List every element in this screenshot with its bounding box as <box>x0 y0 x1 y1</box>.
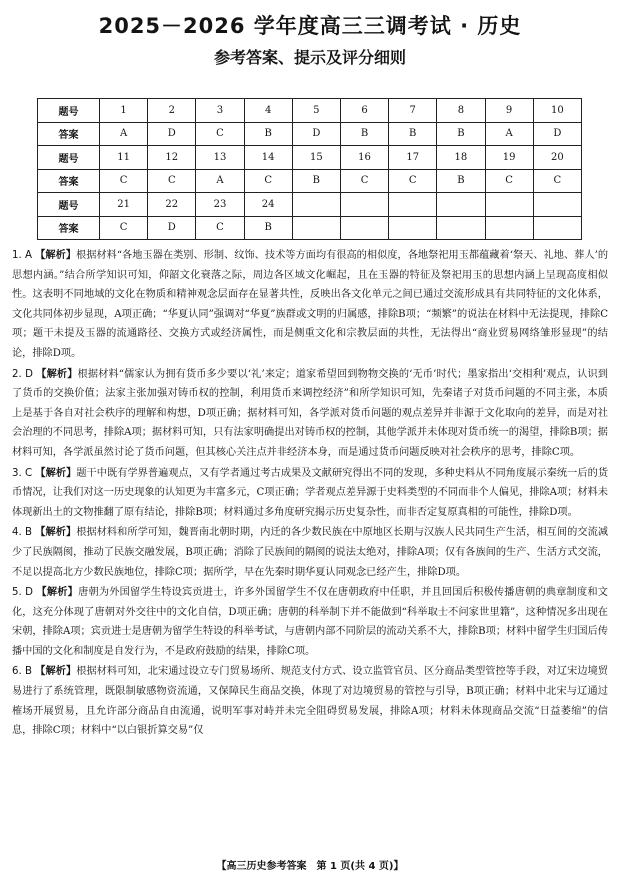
answer-cell: A <box>196 169 244 193</box>
question-number-cell: 3 <box>196 99 244 123</box>
explanation-text: 根据材料“儒家认为拥有货币多少要以‘礼’来定；道家希望回到物物交换的‘无币’时代；墨家指出‘交相利’观点，认识到了货币的交换价值；法家主张加强对铸币权的控制，利用货币来调控经济”和所学知识可知，先秦诸子对货币问题的不同主张，本质上是基于各自对社会秩序的理解和构想，D项正确；据材料可知，各学派对货币问题的观点差异并非源于文化取向的差异，而是对社会治理的不同思考，排除A项；据材料可知，只有法家明确提出对铸币权的控制，其他学派并未体现对货币统一的渴望，排除B项；据材料可知，各学派虽然讨论了货币问题，但其核心关注点并非经济本身，而是通过货币问题反映对社会秩序的思考，排除C项。 <box>12 368 608 458</box>
explanation-item <box>12 523 608 582</box>
question-answer-label: 3. C <box>12 467 33 479</box>
page-title: 2025－2026 学年度高三三调考试 · 历史 <box>98 14 522 38</box>
question-number-cell: 24 <box>244 193 292 217</box>
explanation-item <box>12 246 608 364</box>
question-number-cell: 7 <box>389 99 437 123</box>
answer-cell: B <box>437 122 485 146</box>
question-answer-label: 6. B <box>12 666 32 678</box>
question-number-cell: 6 <box>340 99 388 123</box>
answer-cell <box>437 216 485 240</box>
explanation-item <box>12 662 608 740</box>
answer-cell: C <box>244 169 292 193</box>
question-number-cell: 21 <box>100 193 148 217</box>
answer-cell: D <box>292 122 340 146</box>
explanation-text: 题干中既有学界普遍观点，又有学者通过考古成果及文献研究得出不同的发现，多种史料从不同角度展示秦统一后的货币情况，让我们对这一历史现象的认知更为丰富多元，C项正确；学者观点差异源于史料类型的不同而非个人偏见，排除A项；材料未体现新出土的文物推翻了原有结论，排除B项；材料通过多角度研究揭示历史复杂性，而非否定复原真相的可能性，排除D项。 <box>12 467 609 518</box>
answer-table-row <box>38 122 582 146</box>
question-number-cell: 5 <box>292 99 340 123</box>
explanation-text: 根据材料“各地玉器在类别、形制、纹饰、技术等方面均有很高的相似度，各地祭祀用玉都蕴藏着‘祭天、礼地、葬人’的思想内涵。”结合所学知识可知，仰韶文化衰落之际，周边各区域文化崛起，且在玉器的特征及祭祀用玉的思想内涵上呈现高度相似性。这表明不同地域的文化在物质和精神观念层面存在显著共性，反映出各文化单元之间已通过交流形成具有共同特征的文化体系，文化共同体初步显现，A项正确；“华夏认同”强调对“华夏”族群或文明的归属感，排除B项；“频繁”的说法在材料中无法提现，排除C项；题干未提及玉器的流通路径、交换方式或经济属性，而是侧重文化和宗教层面的共性，无法得出“商业贸易网络雏形显现”的结论，排除D项。 <box>12 250 609 359</box>
answer-cell <box>389 216 437 240</box>
question-number-cell <box>485 193 533 217</box>
analysis-tag: 【解析】 <box>35 250 77 261</box>
answer-cell: C <box>196 216 244 240</box>
analysis-tag: 【解析】 <box>35 527 77 539</box>
answer-cell: B <box>244 122 292 146</box>
row-label: 题号 <box>38 99 100 123</box>
question-number-cell: 13 <box>196 146 244 170</box>
answer-cell: B <box>437 169 485 193</box>
question-number-cell: 11 <box>100 146 148 170</box>
answer-cell <box>533 216 581 240</box>
answer-cell: D <box>148 216 196 240</box>
analysis-tag: 【解析】 <box>36 587 79 599</box>
answer-cell: B <box>244 216 292 240</box>
question-number-cell: 16 <box>340 146 388 170</box>
explanation-item <box>12 365 608 463</box>
page-subtitle: 参考答案、提示及评分细则 <box>213 48 406 67</box>
explanation-text: 根据材料可知，北宋通过设立专门贸易场所、规范支付方式、设立监管官员、区分商品类型管控等手段，对辽宋边境贸易进行了系统管理，既限制敏感物资流通，又保障民生商品交换，体现了对边境贸易的管控与引导，B项正确；材料中北宋与辽通过榷场开展贸易，且允许部分商品自由流通，说明军事对峙并未完全阻碍贸易发展，排除A项；材料未体现商品交流“日益萎缩”的信息，排除C项；材料中“以白银折算交易”仅 <box>12 666 609 737</box>
question-number-cell <box>292 193 340 217</box>
answer-cell: A <box>100 122 148 146</box>
answer-cell: B <box>292 169 340 193</box>
question-answer-label: 2. D <box>12 368 33 380</box>
explanation-item <box>12 583 608 661</box>
answer-cell: C <box>148 169 196 193</box>
question-number-cell: 22 <box>148 193 196 217</box>
question-answer-label: 1. A <box>12 250 32 261</box>
explanation-item <box>12 464 608 523</box>
answer-cell: C <box>533 169 581 193</box>
question-number-cell: 14 <box>244 146 292 170</box>
question-number-cell: 18 <box>437 146 485 170</box>
answer-cell: C <box>389 169 437 193</box>
row-label: 题号 <box>38 193 100 217</box>
explanation-text: 唐朝为外国留学生特设宾贡进士，许多外国留学生不仅在唐朝政府中任职，并且回国后积极传播唐朝的典章制度和文化，这充分体现了唐朝对外交往中的文化自信，D项正确；唐朝的科举制下并不能做到“科举取士不问家世里籍”，这种情况多出现在宋朝，排除A项；宾贡进士是唐朝为留学生特设的科举考试，与唐朝内部不同阶层的流动关系不大，排除B项；材料中留学生归国后传播中国的文化和制度是自发行为，不是政府鼓励的结果，排除C项。 <box>12 587 608 657</box>
answer-cell: B <box>389 122 437 146</box>
answer-cell: B <box>340 122 388 146</box>
question-number-cell <box>340 193 388 217</box>
answer-table-row <box>38 169 582 193</box>
answer-table-row <box>38 146 582 170</box>
row-label: 答案 <box>38 169 100 193</box>
row-label: 答案 <box>38 216 100 240</box>
page-footer: 【高三历史参考答案 第 1 页(共 4 页)】 <box>216 861 404 872</box>
question-number-cell: 19 <box>485 146 533 170</box>
answer-key-table <box>37 98 582 240</box>
question-number-cell <box>389 193 437 217</box>
question-number-cell: 9 <box>485 99 533 123</box>
answer-cell: C <box>340 169 388 193</box>
answer-table-row <box>38 99 582 123</box>
answer-cell: D <box>533 122 581 146</box>
answer-cell: C <box>485 169 533 193</box>
question-number-cell: 15 <box>292 146 340 170</box>
answer-cell <box>340 216 388 240</box>
answer-cell: D <box>148 122 196 146</box>
question-number-cell: 10 <box>533 99 581 123</box>
analysis-tag: 【解析】 <box>36 368 78 380</box>
answer-cell: C <box>100 169 148 193</box>
answer-cell: A <box>485 122 533 146</box>
answer-cell: C <box>196 122 244 146</box>
question-number-cell: 1 <box>100 99 148 123</box>
answer-table-row <box>38 193 582 217</box>
question-answer-label: 4. B <box>12 527 32 539</box>
analysis-tag: 【解析】 <box>35 666 77 678</box>
question-number-cell: 17 <box>389 146 437 170</box>
explanation-text: 根据材料和所学可知，魏晋南北朝时期，内迁的各少数民族在中原地区长期与汉族人民共同生产生活，相互间的交流减少了民族隔阂，推动了民族交融发展，B项正确；消除了民族间的隔阂的说法太绝对，排除A项；仅有各族间的生产、生活方式交流，不足以提高北方少数民族地位，排除C项；据所学，早在先秦时期华夏认同观念已经产生，排除D项。 <box>12 527 609 578</box>
question-number-cell: 4 <box>244 99 292 123</box>
row-label: 答案 <box>38 122 100 146</box>
question-number-cell: 12 <box>148 146 196 170</box>
question-answer-label: 5. D <box>12 587 34 599</box>
answer-cell <box>485 216 533 240</box>
question-number-cell: 23 <box>196 193 244 217</box>
answer-table-row <box>38 216 582 240</box>
question-number-cell: 2 <box>148 99 196 123</box>
question-number-cell: 20 <box>533 146 581 170</box>
answer-cell: C <box>100 216 148 240</box>
answer-cell <box>292 216 340 240</box>
analysis-tag: 【解析】 <box>35 467 77 479</box>
question-number-cell: 8 <box>437 99 485 123</box>
row-label: 题号 <box>38 146 100 170</box>
question-number-cell <box>437 193 485 217</box>
question-number-cell <box>533 193 581 217</box>
explanations-section <box>12 246 608 742</box>
